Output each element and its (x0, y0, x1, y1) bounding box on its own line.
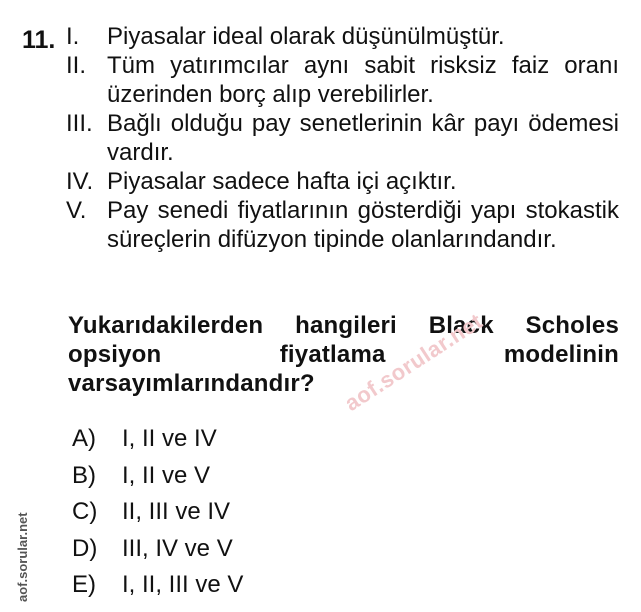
option-text: I, II ve V (122, 461, 211, 489)
statement-item (66, 51, 619, 109)
option-text: II, III ve IV (122, 498, 231, 525)
side-watermark: aof.sorular.net (15, 512, 30, 602)
option-text: I, II, III ve V (122, 571, 244, 598)
option-text: III, IV ve V (122, 534, 233, 562)
statement-numeral: III. (66, 110, 93, 137)
option-letter: C) (72, 498, 98, 525)
option-text: I, II ve IV (122, 425, 217, 452)
option-letter: A) (72, 425, 96, 452)
statement-item (66, 109, 619, 167)
statement-numeral: IV. (66, 168, 94, 195)
question-prompt: Yukarıdakilerden hangileri Black Scholes opsiyon fiyatlama modelinin varsayımlarındandır? (68, 312, 619, 397)
statement-text: Bağlı olduğu pay senetlerinin kâr payı ödemesi vardır. (107, 110, 619, 166)
question-number: 11. (22, 26, 56, 54)
answer-option-d[interactable] (72, 531, 243, 568)
option-letter: E) (72, 571, 96, 598)
diagonal-watermark: aof.sorular.net (340, 308, 488, 416)
answer-option-a[interactable] (72, 421, 243, 458)
statement-item (66, 167, 619, 196)
statement-text: Pay senedi fiyatlarının gösterdiği yapı stokastik süreçlerin difüzyon tipinde olanlarındandır. (107, 197, 619, 253)
statement-numeral: I. (66, 23, 80, 50)
option-letter: B) (72, 461, 96, 489)
statement-list (66, 22, 619, 254)
answer-option-e[interactable] (72, 567, 243, 604)
statement-text: Tüm yatırımcılar aynı sabit risksiz faiz oranı üzerinden borç alıp verebilirler. (107, 52, 619, 108)
statement-numeral: V. (66, 197, 87, 224)
answer-option-c[interactable] (72, 494, 243, 531)
statement-item (66, 196, 619, 254)
answer-options (72, 421, 243, 604)
statement-numeral: II. (66, 52, 87, 79)
option-letter: D) (72, 534, 98, 562)
statement-item (66, 22, 619, 51)
statement-text: Piyasalar ideal olarak düşünülmüştür. (107, 23, 505, 50)
statement-text: Piyasalar sadece hafta içi açıktır. (107, 168, 457, 195)
answer-option-b[interactable] (72, 458, 243, 495)
